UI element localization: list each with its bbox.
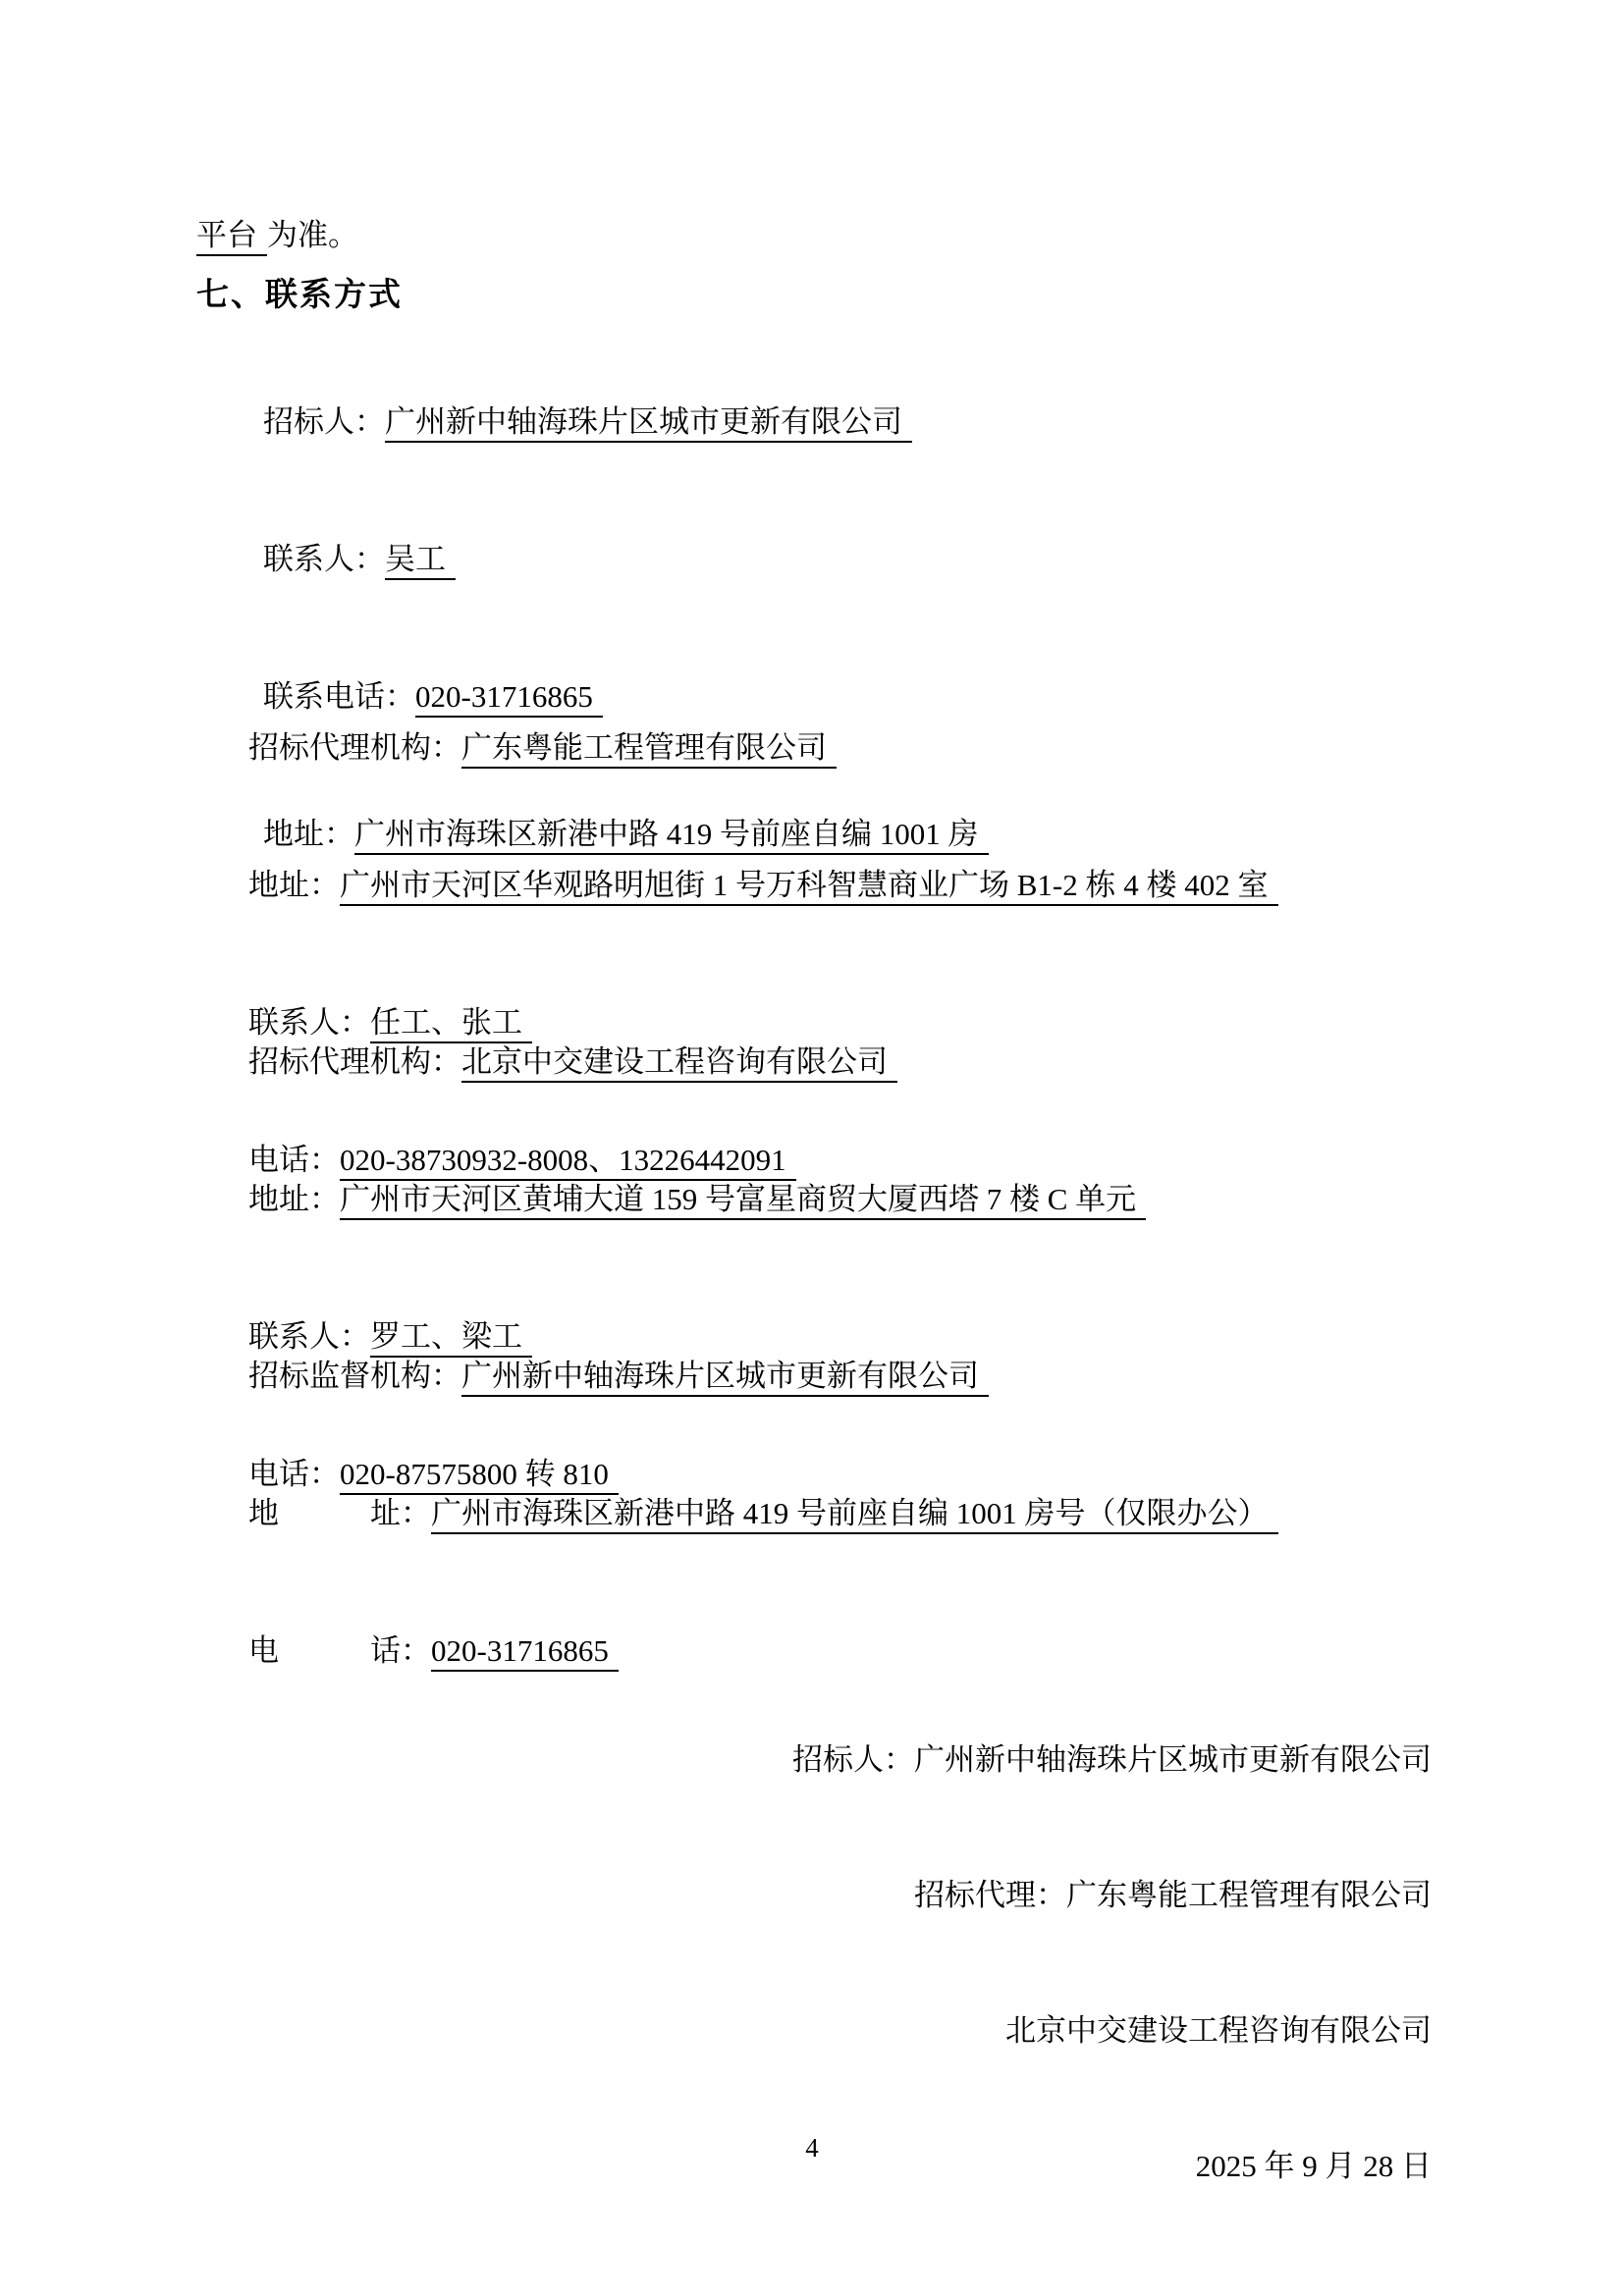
page-number: 4 [805,2133,819,2163]
agency1-contact-person-label: 联系人： [248,1005,370,1040]
supervisor-phone-value: 020-31716865 [431,1633,619,1672]
supervisor-name-label: 招标监督机构： [248,1359,461,1393]
agency2-address-line [248,1166,1146,1233]
agency2-name-line [248,1029,1146,1095]
signature-agency-line-2: 北京中交建设工程咨询有限公司 [1005,2013,1432,2048]
tenderer-contact-person-value: 吴工 [385,542,456,580]
agency2-name-value: 北京中交建设工程咨询有限公司 [461,1044,897,1083]
tenderer-phone-value: 020-31716865 [415,679,603,718]
tenderer-contact-person-line [263,526,989,593]
section-heading-contact-info: 七、联系方式 [196,276,403,312]
agency1-name-label: 招标代理机构： [248,730,461,765]
agency1-phone-value: 020-38730932-8008、13226442091 [340,1143,796,1181]
agency1-phone-label: 电话： [248,1143,340,1177]
supervisor-address-value: 广州市海珠区新港中路 419 号前座自编 1001 房号（仅限办公） [431,1496,1278,1534]
supervisor-address-label: 地 址： [248,1496,431,1530]
agency2-address-value: 广州市天河区黄埔大道 159 号富星商贸大厦西塔 7 楼 C 单元 [340,1182,1146,1220]
agency1-address-value: 广州市天河区华观路明旭街 1 号万科智慧商业广场 B1-2 栋 4 楼 402 室 [340,868,1278,906]
signature-block [0,1657,1432,2269]
agency1-name-line [248,715,1278,781]
signature-agency-line-1: 招标代理：广东粤能工程管理有限公司 [914,1878,1432,1912]
agency1-address-label: 地址： [248,868,340,902]
tenderer-name-line [263,389,989,455]
supervisor-name-value: 广州新中轴海珠片区城市更新有限公司 [461,1359,989,1397]
intro-tail-text: 为准。 [267,218,358,252]
agency2-contact-person-label: 联系人： [248,1319,370,1354]
supervisor-name-line [248,1343,1278,1410]
supervisor-phone-label: 电 话： [248,1633,431,1668]
signature-date-line: 2025 年 9 月 28 日 [1195,2149,1432,2183]
agency1-address-line [248,852,1278,919]
agency2-phone-label: 电话： [248,1457,340,1491]
agency2-contact-person-value: 罗工、梁工 [370,1319,532,1358]
intro-line [196,214,358,257]
supervisor-address-line [248,1480,1278,1547]
agency1-name-value: 广东粤能工程管理有限公司 [461,730,837,769]
tenderer-contact-person-label: 联系人： [263,542,385,576]
tenderer-address-value: 广州市海珠区新港中路 419 号前座自编 1001 房 [354,817,989,855]
tenderer-name-label: 招标人： [263,404,385,439]
tenderer-address-label: 地址： [263,817,354,851]
intro-underlined-text: 平台 [196,218,267,256]
tenderer-name-value: 广州新中轴海珠片区城市更新有限公司 [385,404,912,443]
agency2-address-label: 地址： [248,1182,340,1216]
agency1-contact-person-value: 任工、张工 [370,1005,532,1043]
agency2-phone-value: 020-87575800 转 810 [340,1457,619,1495]
agency2-name-label: 招标代理机构： [248,1044,461,1079]
signature-tenderer-line: 招标人：广州新中轴海珠片区城市更新有限公司 [792,1742,1432,1777]
tenderer-phone-label: 联系电话： [263,679,415,714]
